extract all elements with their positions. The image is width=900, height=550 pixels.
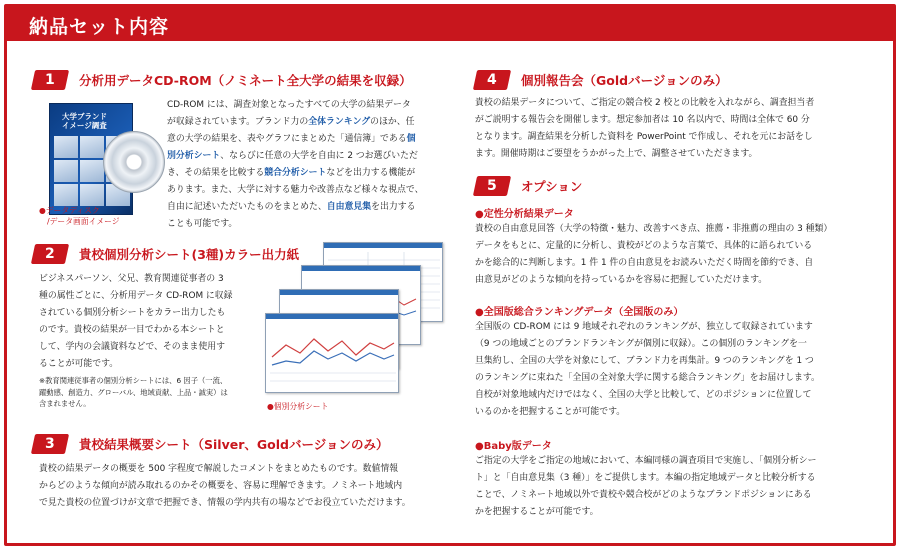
analysis-sheet-image-front (265, 313, 399, 393)
cd-caption: ●データディスク /データ画面イメージ (39, 206, 120, 226)
cd-case-title: 大学ブランド イメージ調査 (62, 112, 107, 130)
section-3-header (33, 433, 388, 455)
section-3-number: 3 (31, 434, 69, 454)
section-2-note: ※教育関連従事者の個別分析シートには、6 因子（一流、 躍動感、創造力、グローバル、地域貢献、上品・誠実）は 含まれません。 (39, 376, 228, 408)
section-3-body: 貴校の結果データの概要を 500 字程度で解説したコメントをまとめたものです。数値情報 からどのような傾向が読み取れるのかその概要を、容易に理解できます。ノミネート地域内 で見た貴校の位置づけが文章で把握でき、情報の学内共有の場などでお役立ていただけます。 (39, 464, 411, 508)
section-2-title: 貴校個別分析シート(3種)カラー出力紙 (79, 247, 300, 262)
section-5-title: オプション (521, 179, 583, 194)
section-2-body: ビジネスパーソン、父兄、教育関連従事者の 3 種の属性ごとに、分析用データ CD-ROM に収録 されている個別分析シートをカラー出力したも のです。貴校の結果が一目でわかる本シートと して、学内の会議資料などで、そのまま使用す ることが可能です。 (39, 274, 233, 369)
section-4-header (475, 69, 728, 91)
page-frame (4, 4, 896, 546)
option-national-ranking-body: 全国版の CD-ROM には 9 地域それぞれのランキングが、独立して収録されています （9 つの地域ごとのブランドランキングが個別に収録）。この個別のランキングを一 旦集約し、全国の大学を対象にして、ブランド力を再集計。9 つのランキングを 1 つ のランキングに束ねた「全国の全対象大学に関する総合ランキング」をお届けします。 自校が対象地域内だけではなく、全国の大学と比較して、どのポジションに位置して いるのかを把握することが可能です。 (475, 322, 820, 417)
option-qualitative-title: ●定性分析結果データ (475, 209, 574, 220)
section-5-header (475, 175, 582, 197)
section-2-header (33, 243, 299, 265)
option-baby-title: ●Baby版データ (475, 441, 552, 452)
section-2-number: 2 (31, 244, 69, 264)
option-baby-body: ご指定の大学をご指定の地域において、本編同様の調査項目で実施し、「個別分析シー ト」と「自由意見集（3 種）」をご提供します。本編の指定地域データと比較分析する ことで、ノミネート地域以外で貴校や競合校がどのようなブランドポジションにある かを把握することが可能です。 (475, 456, 817, 517)
left-column (33, 47, 453, 546)
section-4-body: 貴校の結果データについて、ご指定の競合校 2 校との比較を入れながら、調査担当者 がご説明する報告会を開催します。想定参加者は 10 名以内で、時間は全体で 60 分 となります。調査結果を分析した資料を PowerPoint で作成し、それを元にお話をし ます。開催時期はご要望をうかがった上で、調整させていただきます。 (475, 98, 815, 159)
option-qualitative-body: 貴校の自由意見回答（大学の特徴・魅力、改善すべき点、推薦・非推薦の理由の 3 種類） データをもとに、定量的に分析し、貴校がどのような言葉で、具体的に語られている かを総合的に判断します。1 件 1 件の自由意見をお読みいただく時間を節約でき、自 由意見がどのような傾向を持っているかを容易に把握していただけます。 (475, 224, 833, 285)
right-column (475, 47, 890, 546)
cd-disc-image (103, 131, 165, 193)
section-1-number: 1 (31, 70, 69, 90)
section-4-title: 個別報告会（Goldバージョンのみ） (521, 73, 728, 88)
header-bar (7, 7, 893, 41)
section-3-title: 貴校結果概要シート（Silver、Goldバージョンのみ） (79, 437, 389, 452)
section-1-title: 分析用データCD-ROM（ノミネート全大学の結果を収録） (79, 73, 412, 88)
section-5-number: 5 (473, 176, 511, 196)
section-1-body: CD-ROM には、調査対象となったすべての大学の結果データ が収録されています。ブランド力の全体ランキングのほか、任 意の大学の結果を、表やグラフにまとめた「通信簿」である個 別分析シート、ならびに任意の大学を自由に 2 つお選びいただ き、その結果を比較する競合分析シートなどを出力する機能が あります。また、大学に対する魅力や改善点など様々な視点で、 自由に記述いただいたものをまとめた、自由意見集を出力する ことも可能です。 (167, 100, 424, 229)
option-national-ranking-title: ●全国版総合ランキングデータ（全国版のみ） (475, 307, 684, 318)
section-1-header (33, 69, 412, 91)
sheet-caption: ●個別分析シート (267, 402, 329, 411)
section-4-number: 4 (473, 70, 511, 90)
page-title: 納品セット内容 (29, 16, 170, 38)
